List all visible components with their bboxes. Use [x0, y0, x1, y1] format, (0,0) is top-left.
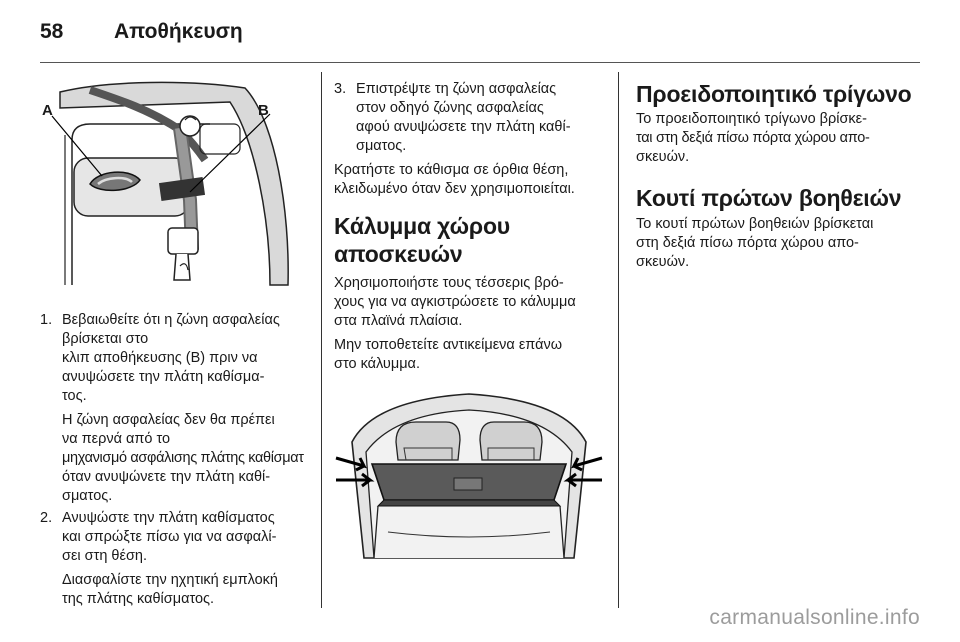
- section-heading-firstaid: Κουτί πρώτων βοηθειών: [636, 185, 902, 211]
- triangle-paragraph: [636, 110, 920, 167]
- step-number: 3.: [334, 81, 347, 97]
- step-item-2: [40, 509, 320, 609]
- cargo-cover-illustration: [334, 382, 604, 560]
- note-line: σματος.: [62, 488, 113, 504]
- after-steps-paragraph: [334, 161, 612, 199]
- step-line: Βεβαιωθείτε ότι η ζώνη ασφαλείας: [62, 312, 280, 328]
- column-3: [636, 80, 920, 272]
- paragraph-line: σκευών.: [636, 149, 690, 165]
- note-line: Διασφαλίστε την ηχητική εμπλοκή: [62, 572, 278, 588]
- figure-label-a: A: [42, 102, 53, 119]
- step-line: στον οδηγό ζώνης ασφαλείας: [356, 100, 544, 116]
- step-line: αφού ανυψώσετε την πλάτη καθί-: [356, 119, 571, 135]
- seat-belt-illustration: [40, 80, 320, 290]
- note-line: όταν ανυψώνετε την πλάτη καθί-: [62, 469, 271, 485]
- step-item-3: [334, 80, 612, 156]
- section-heading-cover: [334, 212, 612, 268]
- paragraph-line: στο κάλυμμα.: [334, 356, 420, 372]
- note-line: της πλάτης καθίσματος.: [62, 591, 215, 607]
- heading-line: αποσκευών: [334, 241, 463, 267]
- paragraph-line: σκευών.: [636, 254, 690, 270]
- step-note: [62, 411, 320, 506]
- column-2: [336, 80, 612, 374]
- paragraph-line: στα πλαϊνά πλαίσια.: [334, 313, 463, 329]
- page-header: [40, 14, 920, 54]
- step-line: ανυψώσετε την πλάτη καθίσμα-: [62, 369, 265, 385]
- page-number: 58: [40, 20, 64, 43]
- step-number: 2.: [40, 510, 53, 526]
- paragraph-line: Το κουτί πρώτων βοηθειών βρίσκεται: [636, 216, 874, 232]
- column-1: [40, 80, 320, 609]
- paragraph-line: κλειδωμένο όταν δεν χρησιμοποιείται.: [334, 181, 575, 197]
- step-item-1: [40, 311, 320, 506]
- paragraph-line: στη δεξιά πίσω πόρτα χώρου απο-: [636, 235, 859, 251]
- firstaid-paragraph: [636, 215, 920, 272]
- cover-paragraph-1: [334, 274, 612, 331]
- paragraph-line: Κρατήστε το κάθισμα σε όρθια θέση,: [334, 162, 569, 178]
- note-line: Η ζώνη ασφαλείας δεν θα πρέπει: [62, 412, 275, 428]
- step-list-col1: [40, 311, 320, 609]
- paragraph-line: χους για να αγκιστρώσετε το κάλυμμα: [334, 294, 576, 310]
- step-text: [62, 311, 320, 406]
- note-line: μηχανισμό ασφάλισης πλάτης καθίσματ: [62, 450, 304, 466]
- header-rule: [40, 62, 920, 63]
- step-line: Ανυψώστε την πλάτη καθίσματος: [62, 510, 275, 526]
- cargo-cover-figure: [334, 382, 604, 560]
- paragraph-line: ται στη δεξιά πίσω πόρτα χώρου απο-: [636, 130, 870, 146]
- page-title: Αποθήκευση: [114, 20, 243, 43]
- section-heading-triangle: Προειδοποιητικό τρίγωνο: [636, 81, 912, 107]
- paragraph-line: Χρησιμοποιήστε τους τέσσερις βρό-: [334, 275, 564, 291]
- column-divider-2: [618, 72, 619, 608]
- step-text: [356, 80, 612, 156]
- column-divider-1: [321, 72, 322, 608]
- step-line: τος.: [62, 388, 87, 404]
- footer-watermark: carmanualsonline.info: [709, 606, 920, 629]
- step-line: κλιπ αποθήκευσης (B) πριν να: [62, 350, 258, 366]
- heading-line: Κάλυμμα χώρου: [334, 213, 510, 239]
- step-note: [62, 571, 320, 609]
- note-line: να περνά από το: [62, 431, 171, 447]
- cover-paragraph-2: [334, 336, 612, 374]
- step-number: 1.: [40, 312, 53, 328]
- step-line: σματος.: [356, 138, 407, 154]
- figure-label-b: B: [258, 102, 269, 119]
- paragraph-line: Μην τοποθετείτε αντικείμενα επάνω: [334, 337, 563, 353]
- step-line: και σπρώξτε πίσω για να ασφαλί-: [62, 529, 277, 545]
- step-line: βρίσκεται στο: [62, 331, 149, 347]
- step-line: σει στη θέση.: [62, 548, 148, 564]
- paragraph-line: Το προειδοποιητικό τρίγωνο βρίσκε-: [636, 111, 867, 127]
- step-line: Επιστρέψτε τη ζώνη ασφαλείας: [356, 81, 557, 97]
- seat-belt-figure: [40, 80, 320, 290]
- step-text: [62, 509, 320, 566]
